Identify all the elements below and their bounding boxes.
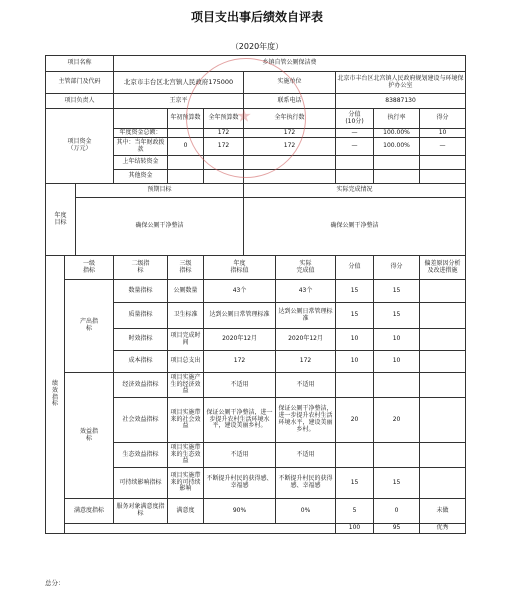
ind-score: 15 [336,468,374,499]
evaluation-table [45,55,466,534]
ind-note [420,443,466,468]
ind-l3: 满意度 [168,499,204,524]
ind-l2: 质量指标 [114,303,168,329]
funds-cell [374,170,420,184]
ind-actual: 172 [276,351,336,373]
ind-l2: 社会效益指标 [114,398,168,443]
funds-cell [420,156,466,170]
ind-header-points: 得分 [374,256,420,280]
ind-points [374,443,420,468]
ind-score: 20 [336,398,374,443]
ind-points: 10 [374,351,420,373]
ind-note [420,398,466,443]
ind-actual: 不适用 [276,373,336,398]
ind-score: 10 [336,329,374,351]
project-name-value: 乡镇自管公厕保洁费 [114,56,466,72]
ind-points: 20 [374,398,420,443]
ind-l2: 生态效益指标 [114,443,168,468]
perf-label: 绩 效 指 标 [46,256,65,534]
funds-cell [336,156,374,170]
dept-label: 主管部门及代码 [46,72,114,94]
output-indicator-label: 产出指 标 [65,280,114,373]
funds-cell [420,170,466,184]
funds-cell: 172 [244,138,336,156]
actual-goal-header: 实际完成情况 [244,184,466,198]
total-points: 95 [374,524,420,534]
funds-cell [168,170,204,184]
expected-goal-header: 预期目标 [76,184,244,198]
funds-header-rate: 执行率 [374,109,420,129]
ind-actual: 达到公厕日常管理标准 [276,303,336,329]
ind-target: 90% [204,499,276,524]
ind-score: 15 [336,280,374,303]
funds-cell: — [336,138,374,156]
funds-cell [168,156,204,170]
ind-header-target: 年度 指标值 [204,256,276,280]
funds-cell [204,170,244,184]
ind-target: 保证公厕干净整洁，进一步提升农村生活环境水平，建设美丽乡村。 [204,398,276,443]
funds-cell [244,156,336,170]
total-grade: 优秀 [420,524,466,534]
funds-label: 项目资金 （万元） [46,109,114,184]
ind-actual: 2020年12月 [276,329,336,351]
ind-l2: 服务对象满意度指标 [114,499,168,524]
ind-l2: 数量指标 [114,280,168,303]
ind-note: 未做 [420,499,466,524]
ind-target: 2020年12月 [204,329,276,351]
funds-cell: 172 [204,129,244,138]
funds-cell: — [336,129,374,138]
funds-cell [336,170,374,184]
ind-l2: 可持续影响指标 [114,468,168,499]
ind-score: 5 [336,499,374,524]
total-row-blank [65,524,336,534]
page-title: 项目支出事后绩效自评表 [190,10,323,24]
funds-cell: 10 [420,129,466,138]
funds-header-annual: 全年预算数 [204,109,244,129]
ind-points: 15 [374,280,420,303]
funds-cell [374,156,420,170]
ind-actual: 不适用 [276,443,336,468]
ind-note [420,303,466,329]
ind-points: 10 [374,329,420,351]
funds-cell [168,129,204,138]
project-name-label: 项目名称 [46,56,114,72]
ind-actual: 43个 [276,280,336,303]
ind-l3: 项目实施带来的生态效益 [168,443,204,468]
funds-header-executed: 全年执行数 [244,109,336,129]
effect-indicator-label: 效益指 标 [65,373,114,499]
ind-target: 达到公厕日常管理标准 [204,303,276,329]
ind-header-l1: 一级 指标 [65,256,114,280]
ind-points: 15 [374,303,420,329]
ind-l2: 成本指标 [114,351,168,373]
funds-header-points: 得分 [420,109,466,129]
ind-header-l2: 二级指 标 [114,256,168,280]
ind-l3: 项目实施带来的可持续影响 [168,468,204,499]
funds-cell: 100.00% [374,138,420,156]
ind-actual: 0% [276,499,336,524]
ind-l3: 卫生标准 [168,303,204,329]
funds-row-label: 其中：当年财政拨款 [114,138,168,156]
funds-row-label: 年度资金总额： [114,129,168,138]
funds-row-label: 上年结转资金 [114,156,168,170]
funds-cell [204,156,244,170]
impl-value: 北京市丰台区北宫镇人民政府规划建设与环境保护办公室 [336,72,466,94]
ind-header-score: 分值 [336,256,374,280]
ind-score: 15 [336,303,374,329]
ind-score [336,443,374,468]
ind-note [420,280,466,303]
year-subtitle: （2020年度） [230,42,284,51]
dept-value: 北京市丰台区北宫镇人民政府175000 [114,72,244,94]
ind-l3: 公厕数量 [168,280,204,303]
funds-row-label: 其他资金 [114,170,168,184]
funds-header-blank [114,109,168,129]
ind-l3: 项目实施带来的社会效益 [168,398,204,443]
ind-l2: 时效指标 [114,329,168,351]
ind-note [420,351,466,373]
ind-target: 不断提升村民的获得感、幸福感 [204,468,276,499]
funds-header-score: 分值 (10分) [336,109,374,129]
satisfaction-indicator-label: 满意度指标 [65,499,114,524]
ind-target: 不适用 [204,373,276,398]
actual-goal: 确保公厕干净整洁 [244,198,466,256]
ind-note [420,329,466,351]
funds-cell: 172 [204,138,244,156]
ind-header-actual: 实际 完成值 [276,256,336,280]
ind-l3: 项目完成时间 [168,329,204,351]
funds-cell: 172 [244,129,336,138]
phone-label: 联系电话 [244,94,336,109]
leader-value: 王京平 [114,94,244,109]
ind-l3: 项目总支出 [168,351,204,373]
funds-header-initial: 年初预算数 [168,109,204,129]
funds-cell [244,170,336,184]
ind-note [420,468,466,499]
funds-cell: 0 [168,138,204,156]
phone-value: 83887130 [336,94,466,109]
goal-label: 年度 目标 [46,184,76,256]
ind-l3: 项目实施产生的经济效益 [168,373,204,398]
leader-label: 项目负责人 [46,94,114,109]
ind-points [374,373,420,398]
funds-cell: 100.00% [374,129,420,138]
ind-score: 10 [336,351,374,373]
ind-target: 不适用 [204,443,276,468]
funds-cell: — [420,138,466,156]
ind-points: 15 [374,468,420,499]
ind-target: 172 [204,351,276,373]
ind-actual: 保证公厕干净整洁，进一步提升农村生活环境水平，建设美丽乡村。 [276,398,336,443]
ind-actual: 不断提升村民的获得感、幸福感 [276,468,336,499]
ind-header-l3: 三级 指标 [168,256,204,280]
ind-score [336,373,374,398]
expected-goal: 确保公厕干净整洁 [76,198,244,256]
ind-header-note: 偏差原因分析 及改进措施 [420,256,466,280]
total-label: 总分： [45,579,65,587]
ind-points: 0 [374,499,420,524]
total-score: 100 [336,524,374,534]
ind-note [420,373,466,398]
impl-label: 实施单位 [244,72,336,94]
ind-l2: 经济效益指标 [114,373,168,398]
ind-target: 43个 [204,280,276,303]
